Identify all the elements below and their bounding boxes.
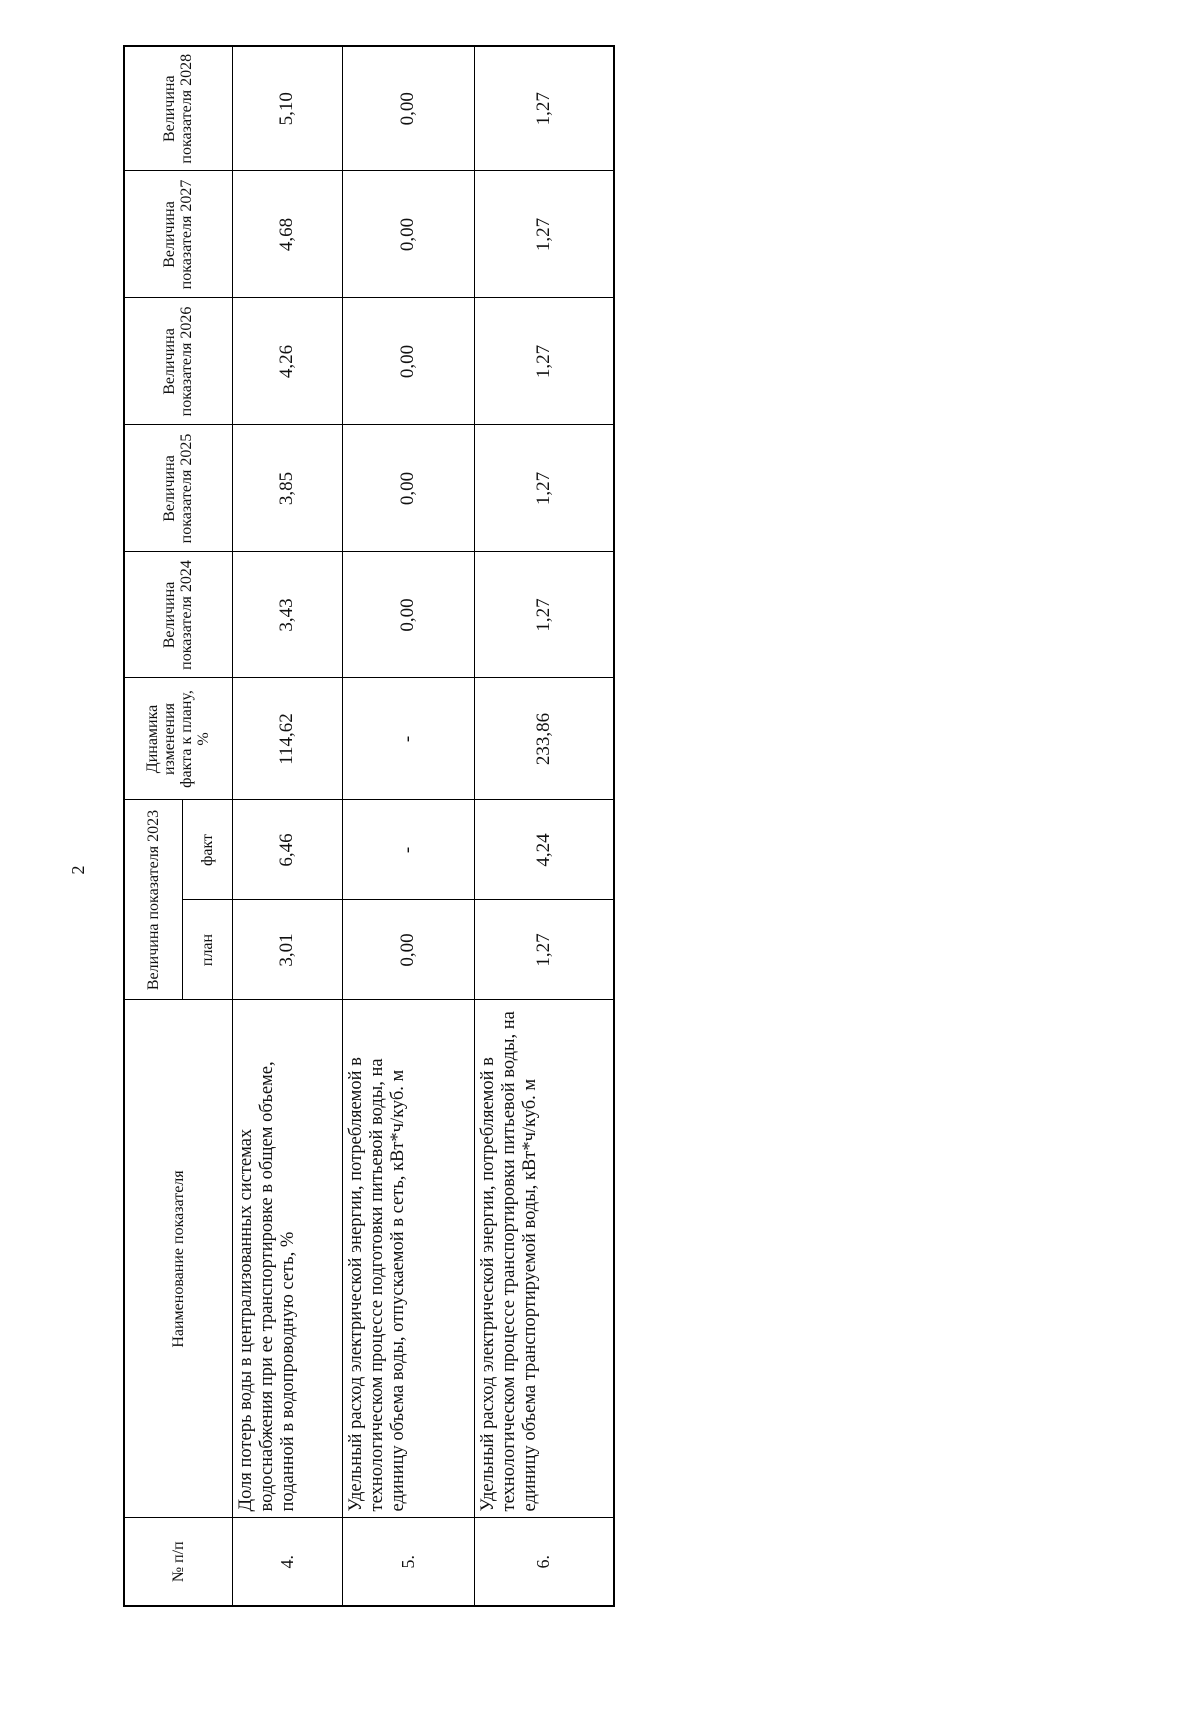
fact-value: 6,46 [232,800,342,900]
header-year-2024: Величина показателя 2024 [124,552,232,678]
indicator-name: Удельный расход электрической энергии, потребляемой в технологическом процессе транспортировки питьевой воды, на единицу объема транспортируемой воды, кВт*ч/куб. м [474,1000,614,1518]
value-2028: 5,10 [232,46,342,171]
header-name: Наименование показателя [124,1000,232,1518]
value-2024: 3,43 [232,552,342,678]
indicator-name: Удельный расход электрической энергии, потребляемой в технологическом процессе подготовки питьевой воды, на единицу объема воды, отпускаемой в сеть, кВт*ч/куб. м [342,1000,474,1518]
row-number: 5. [342,1518,474,1606]
value-2027: 0,00 [342,171,474,298]
plan-value: 3,01 [232,900,342,1000]
value-2026: 0,00 [342,298,474,425]
row-number: 6. [474,1518,614,1606]
page-number: 2 [68,865,88,875]
value-2026: 4,26 [232,298,342,425]
header-year-2026: Величина показателя 2026 [124,298,232,425]
indicator-name: Доля потерь воды в централизованных системах водоснабжения при ее транспортировке в общем объеме, поданной в водопроводную сеть, % [232,1000,342,1518]
value-2028: 0,00 [342,46,474,171]
dynamics-value: - [342,678,474,800]
plan-value: 0,00 [342,900,474,1000]
indicators-table [123,45,615,1607]
header-year-2027: Величина показателя 2027 [124,171,232,298]
table-row [342,46,474,1606]
fact-value: 4,24 [474,800,614,900]
header-fact: факт [182,800,232,900]
header-year-2023: Величина показателя 2023 [124,800,182,1000]
value-2025: 3,85 [232,425,342,552]
dynamics-value: 114,62 [232,678,342,800]
value-2026: 1,27 [474,298,614,425]
fact-value: - [342,800,474,900]
value-2028: 1,27 [474,46,614,171]
value-2024: 1,27 [474,552,614,678]
value-2025: 1,27 [474,425,614,552]
value-2027: 1,27 [474,171,614,298]
table-row [232,46,342,1606]
dynamics-value: 233,86 [474,678,614,800]
header-dynamics: Динамика изменения факта к плану, % [124,678,232,800]
rotated-table-container [123,53,613,1607]
value-2024: 0,00 [342,552,474,678]
header-num: № п/п [124,1518,232,1606]
header-year-2028: Величина показателя 2028 [124,46,232,171]
value-2025: 0,00 [342,425,474,552]
table-row [474,46,614,1606]
header-plan: план [182,900,232,1000]
value-2027: 4,68 [232,171,342,298]
header-year-2025: Величина показателя 2025 [124,425,232,552]
plan-value: 1,27 [474,900,614,1000]
row-number: 4. [232,1518,342,1606]
